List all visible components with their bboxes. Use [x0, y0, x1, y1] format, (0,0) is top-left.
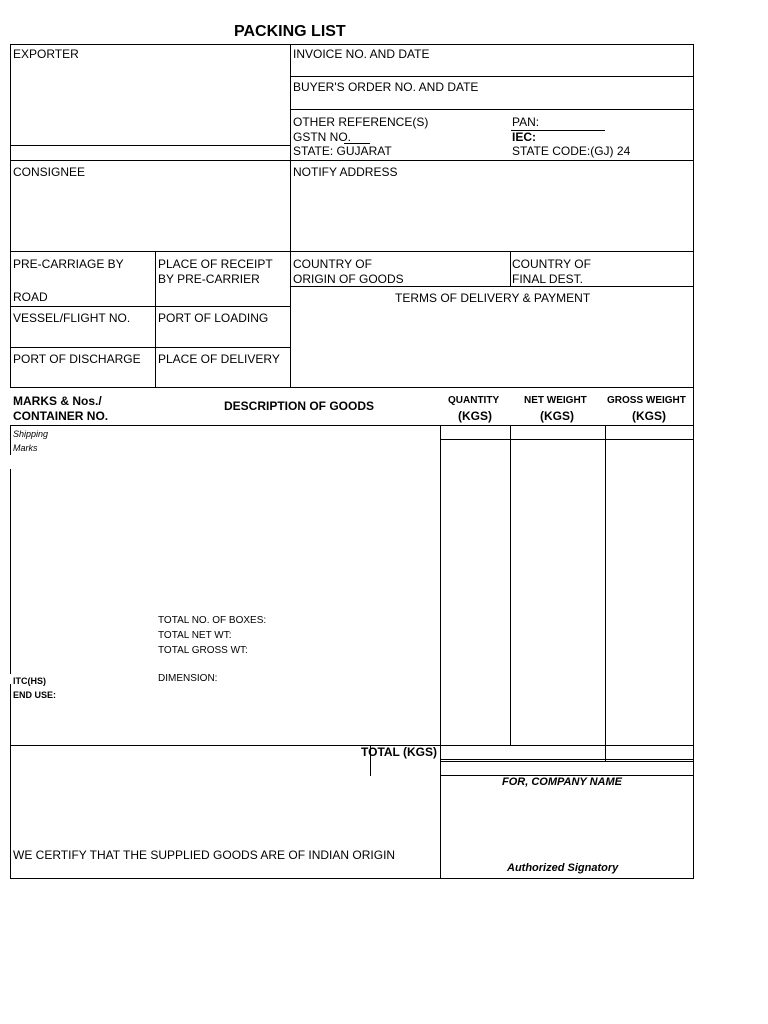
iec-label: IEC: — [512, 130, 536, 144]
frame-top — [10, 44, 694, 45]
description-header: DESCRIPTION OF GOODS — [224, 399, 375, 413]
state-label: STATE: GUJARAT — [293, 144, 392, 158]
port-of-loading-label: PORT OF LOADING — [158, 311, 269, 325]
dimension-label: DIMENSION: — [158, 673, 218, 684]
line-terms-top — [290, 286, 693, 287]
country-final-line1: COUNTRY OF — [512, 257, 591, 271]
state-code-label: STATE CODE:(GJ) 24 — [512, 144, 631, 158]
total-net-wt-label: TOTAL NET WT: — [158, 630, 232, 641]
divider-main-mid — [290, 44, 291, 388]
divider-net-left — [510, 425, 511, 745]
divider-shipping-left — [155, 251, 156, 388]
end-use-label: END USE: — [13, 690, 57, 700]
line-total-bottom-2 — [440, 761, 693, 762]
notify-address-label: NOTIFY ADDRESS — [293, 165, 398, 179]
frame-right — [693, 44, 694, 879]
net-weight-header-line1: NET WEIGHT — [524, 395, 587, 406]
exporter-label: EXPORTER — [13, 47, 79, 61]
authorized-signatory-label: Authorized Signatory — [507, 862, 619, 874]
total-kgs-label: TOTAL (KGS) — [361, 745, 437, 759]
gross-weight-header-line1: GROSS WEIGHT — [607, 395, 686, 406]
frame-left-mid — [10, 469, 11, 674]
line-goods-subheader — [440, 439, 693, 440]
pre-carriage-label: PRE-CARRIAGE BY — [13, 257, 124, 271]
frame-left-marks — [10, 425, 11, 455]
line-exporter-bottom — [10, 145, 290, 146]
line-discharge-top — [10, 347, 290, 348]
gross-weight-header-line2: (KGS) — [632, 409, 666, 423]
country-origin-line2: ORIGIN OF GOODS — [293, 272, 404, 286]
line-goods-header-bottom — [10, 425, 694, 426]
line-invoice — [290, 76, 693, 77]
line-total-bottom-1 — [440, 759, 693, 760]
divider-country — [510, 251, 511, 287]
pan-label: PAN: — [512, 115, 540, 129]
line-total-top — [10, 745, 694, 746]
certify-statement: WE CERTIFY THAT THE SUPPLIED GOODS ARE OF INDIAN ORIGIN — [13, 848, 396, 862]
gstn-label: GSTN NO. — [293, 130, 352, 144]
shipping-marks-line1: Shipping — [13, 429, 49, 439]
pre-carriage-value: ROAD — [13, 290, 48, 304]
port-of-discharge-label: PORT OF DISCHARGE — [13, 352, 141, 366]
vessel-label: VESSEL/FLIGHT NO. — [13, 311, 131, 325]
frame-bottom — [10, 878, 694, 879]
for-company-label: FOR, COMPANY NAME — [502, 776, 622, 788]
country-origin-line1: COUNTRY OF — [293, 257, 372, 271]
shipping-marks-line2: Marks — [13, 443, 38, 453]
place-of-receipt-line2: BY PRE-CARRIER — [158, 272, 260, 286]
itc-hs-label: ITC(HS) — [13, 676, 46, 686]
net-weight-header-line2: (KGS) — [540, 409, 574, 423]
divider-gross-left — [605, 425, 606, 761]
line-consignee-top — [10, 160, 694, 161]
buyers-order-label: BUYER'S ORDER NO. AND DATE — [293, 80, 479, 94]
total-gross-wt-label: TOTAL GROSS WT: — [158, 645, 248, 656]
place-of-receipt-line1: PLACE OF RECEIPT — [158, 257, 273, 271]
total-boxes-label: TOTAL NO. OF BOXES: — [158, 615, 267, 626]
page-title: PACKING LIST — [234, 23, 346, 40]
place-of-delivery-label: PLACE OF DELIVERY — [158, 352, 280, 366]
line-vessel-top — [10, 306, 290, 307]
quantity-header-line1: QUANTITY — [448, 395, 500, 406]
other-reference-label: OTHER REFERENCE(S) — [293, 115, 429, 129]
line-shipping-top — [10, 251, 694, 252]
marks-header-line1: MARKS & Nos./ — [13, 394, 102, 408]
marks-header-line2: CONTAINER NO. — [13, 409, 109, 423]
frame-left-lower — [10, 684, 11, 879]
line-goods-top — [10, 387, 694, 388]
frame-left-upper — [10, 44, 11, 388]
quantity-header-line2: (KGS) — [458, 409, 492, 423]
divider-qty-left — [440, 425, 441, 879]
country-final-line2: FINAL DEST. — [512, 272, 583, 286]
invoice-label: INVOICE NO. AND DATE — [293, 47, 430, 61]
terms-label: TERMS OF DELIVERY & PAYMENT — [395, 291, 591, 305]
consignee-label: CONSIGNEE — [13, 165, 86, 179]
line-buyers — [290, 109, 693, 110]
